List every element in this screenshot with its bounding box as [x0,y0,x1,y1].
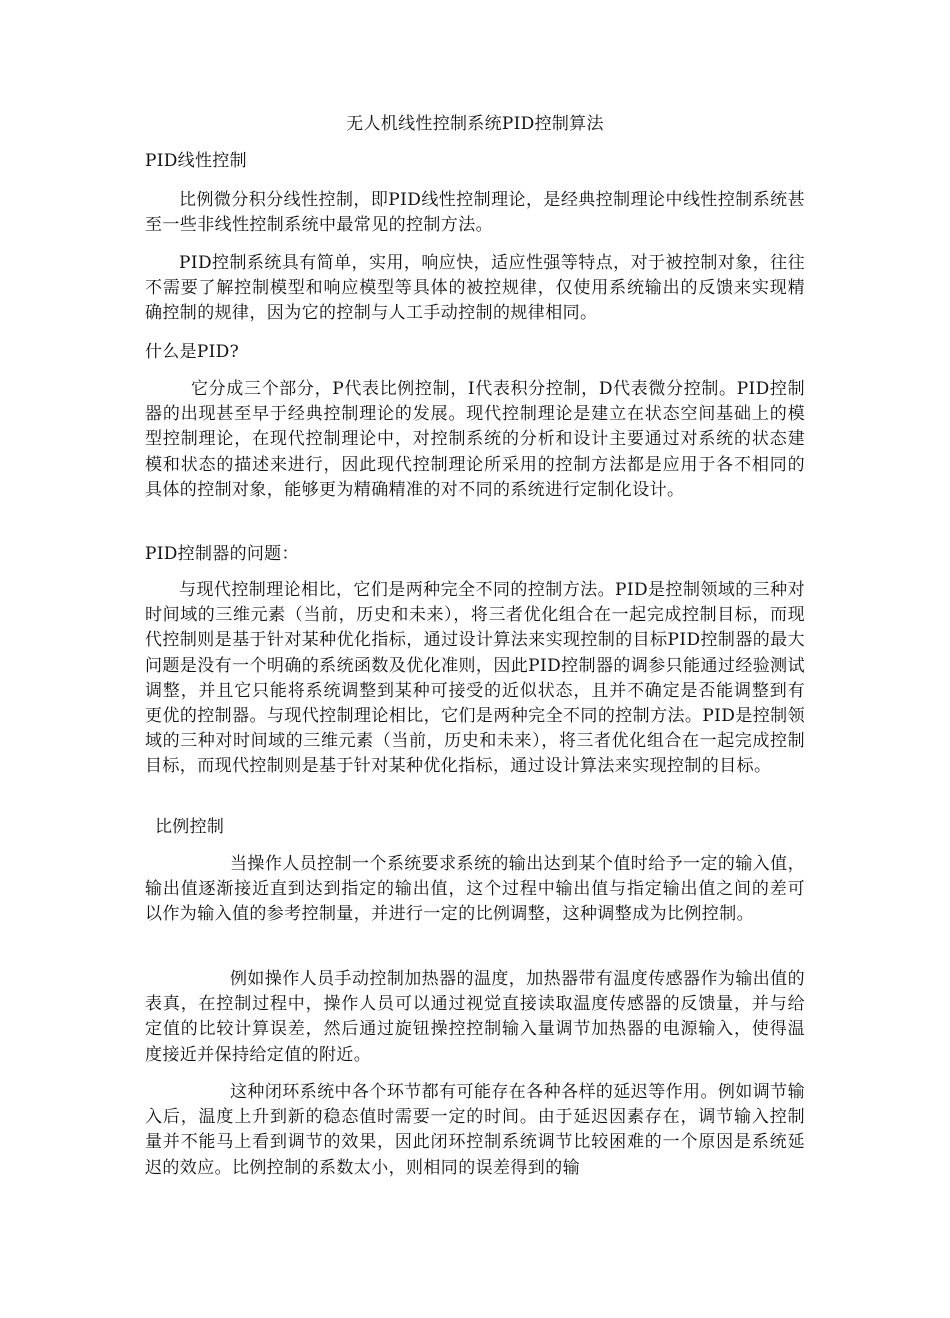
paragraph-proportional-definition: 当操作人员控制一个系统要求系统的输出达到某个值时给予一定的输入值，输出值逐渐接近直到达到指定的输出值，这个过程中输出值与指定输出值之间的差可以作为输入值的参考控制量，并进行一定的比例调整，这种调整成为比例控制。 [145,854,805,925]
section-heading-pid-problems: PID控制器的问题： [145,544,299,564]
paragraph-pid-definition: 比例微分积分线性控制，即PID线性控制理论，是经典控制理论中线性控制系统甚至一些非线性控制系统中最常见的控制方法。 [145,190,805,236]
paragraph-pid-problems: 与现代控制理论相比，它们是两种完全不同的控制方法。PID是控制领域的三种对时间域的三维元素（当前，历史和未来），将三者优化组合在一起完成控制目标，而现代控制则是基于针对某种优化指标，通过设计算法来实现控制的目标PID控制器的最大问题是没有一个明确的系统函数及优化准则，因此PID控制器的调参只能通过经验测试调整，并且它只能将系统调整到某种可接受的近似状态，且并不确定是否能调整到有更优的控制器。与现代控制理论相比，它们是两种完全不同的控制方法。PID是控制领域的三种对时间域的三维元素（当前，历史和未来），将三者优化组合在一起完成控制目标，而现代控制则是基于针对某种优化指标，通过设计算法来实现控制的目标。 [145,580,805,777]
paragraph-pid-three-parts: 它分成三个部分，P代表比例控制，I代表积分控制，D代表微分控制。PID控制器的出现甚至早于经典控制理论的发展。现代控制理论是建立在状态空间基础上的模型控制理论，在现代控制理论中，对控制系统的分析和设计主要通过对系统的状态建模和状态的描述来进行，因此现代控制理论所采用的控制方法都是应用于各不相同的具体的控制对象，能够更为精确精准的对不同的系统进行定制化设计。 [145,379,805,500]
paragraph-closed-loop-delay: 这种闭环系统中各个环节都有可能存在各种各样的延迟等作用。例如调节输入后，温度上升到新的稳态值时需要一定的时间。由于延迟因素存在，调节输入控制量并不能马上看到调节的效果，因此闭环控制系统调节比较困难的一个原因是系统延迟的效应。比例控制的系数太小，则相同的误差得到的输 [145,1082,805,1178]
paragraph-heater-example: 例如操作人员手动控制加热器的温度，加热器带有温度传感器作为输出值的表真，在控制过程中，操作人员可以通过视觉直接读取温度传感器的反馈量，并与给定值的比较计算误差，然后通过旋钮操控控制输入量调节加热器的电源输入，使得温度接近并保持给定值的附近。 [145,969,805,1065]
document-title: 无人机线性控制系统PID控制算法 [346,114,604,134]
paragraph-pid-features: PID控制系统具有简单，实用，响应快，适应性强等特点，对于被控制对象，往往不需要了解控制模型和响应模型等具体的被控规律，仅使用系统输出的反馈来实现精确控制的规律，因为它的控制与人工手动控制的规律相同。 [145,253,805,324]
section-heading-pid-linear-control: PID线性控制 [145,151,247,171]
section-heading-proportional-control: 比例控制 [155,817,225,837]
section-heading-what-is-pid: 什么是PID? [145,342,239,362]
